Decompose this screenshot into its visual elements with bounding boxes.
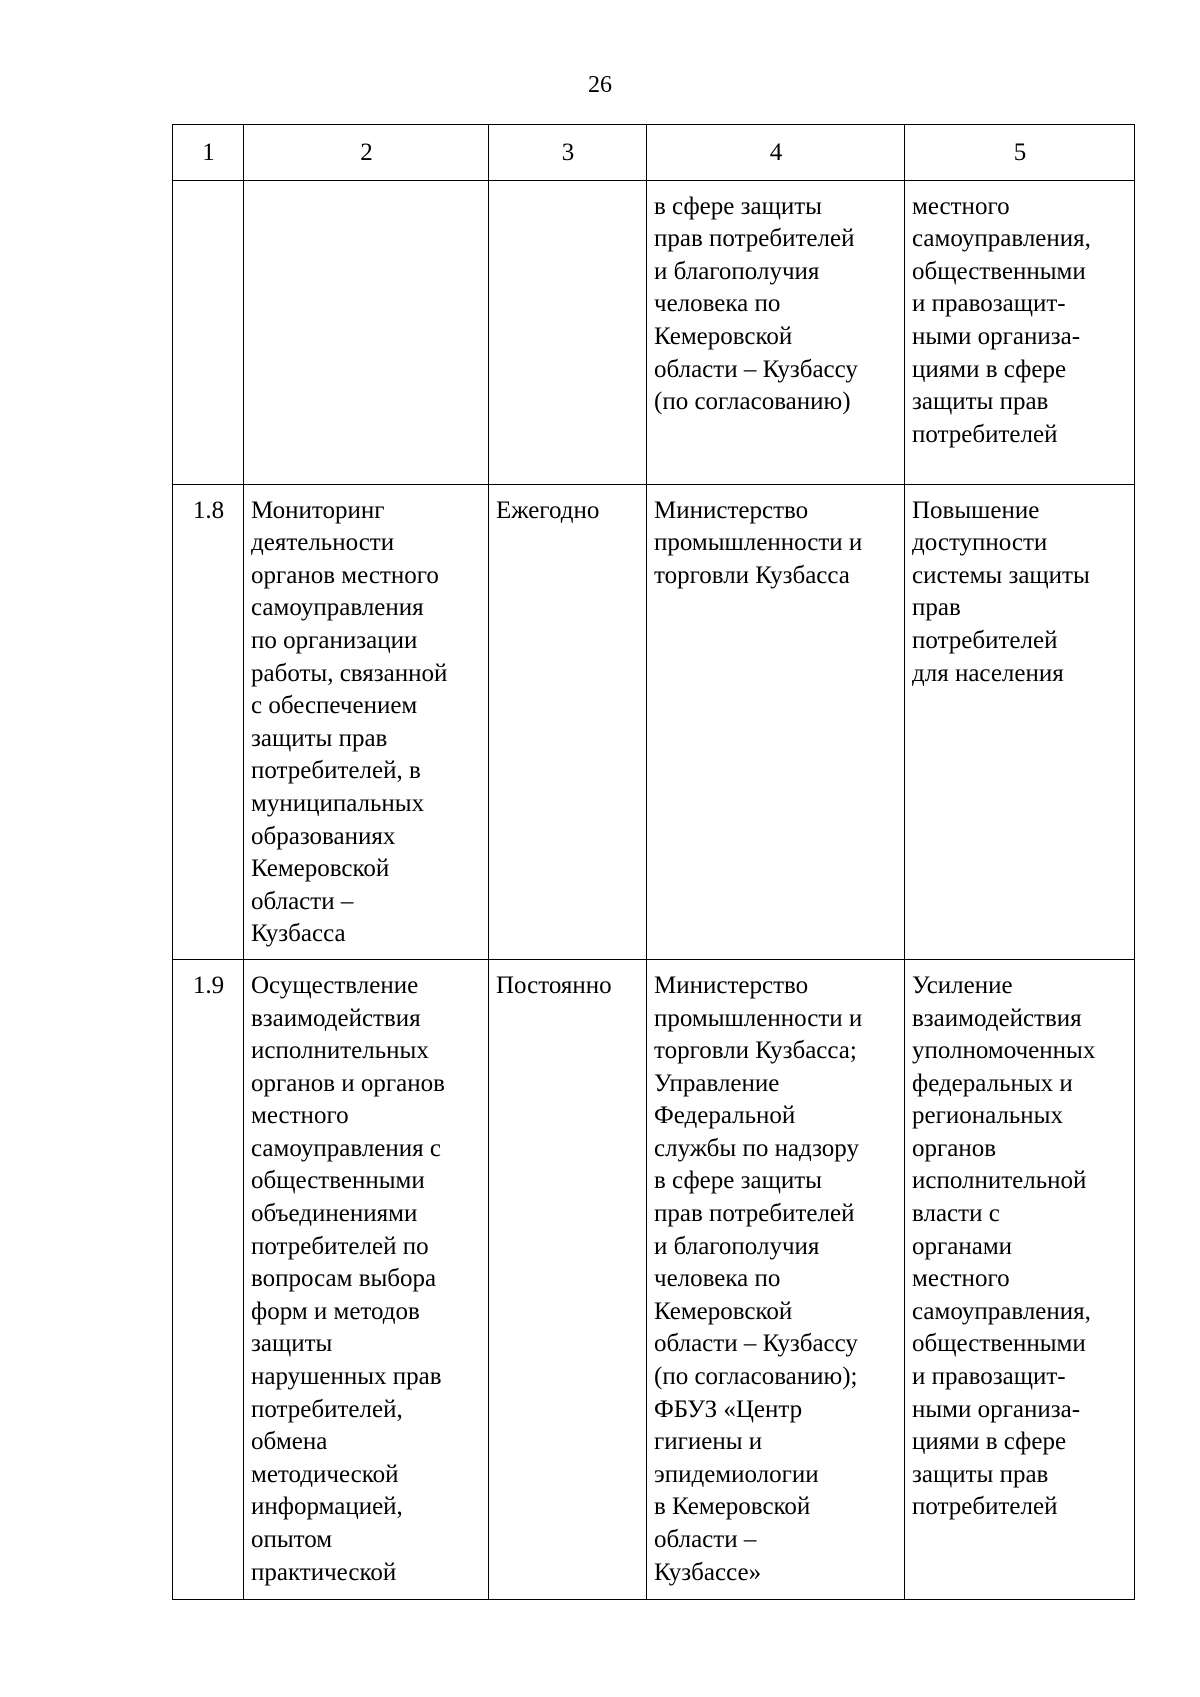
responsible-cell	[647, 180, 905, 484]
result-cell	[905, 959, 1135, 1599]
row-number: 1.9	[192, 971, 225, 999]
column-header-4: 4	[647, 125, 905, 181]
deadline-text: Ежегодно	[496, 496, 600, 524]
deadline-cell	[489, 484, 647, 959]
responsible-cell	[647, 484, 905, 959]
measure-cell	[244, 959, 489, 1599]
deadline-text: Постоянно	[496, 971, 612, 999]
column-header-2: 2	[244, 125, 489, 181]
page-number: 26	[588, 72, 612, 98]
deadline-cell	[489, 959, 647, 1599]
column-header-1: 1	[173, 125, 244, 181]
measure-cell	[244, 484, 489, 959]
measure-text: Мониторинг деятельности органов местного самоуправления по организации работы, связанной с обеспечением защиты прав потребителей, в муниципальных образованиях Кемеровской области – Кузбасса	[251, 496, 448, 948]
measures-table	[172, 124, 1135, 1600]
result-text: местного самоуправления, общественными и правозащит- ными организа- циями в сфере защиты прав потребителей	[912, 192, 1091, 448]
result-text: Повышение доступности системы защиты прав потребителей для населения	[912, 496, 1090, 687]
row-number-cell	[173, 484, 244, 959]
responsible-text: в сфере защиты прав потребителей и благополучия человека по Кемеровской области – Кузбассу (по согласованию)	[654, 192, 858, 416]
measure-cell	[244, 180, 489, 484]
row-number: 1.8	[192, 496, 225, 524]
row-number-cell	[173, 959, 244, 1599]
result-text: Усиление взаимодействия уполномоченных федеральных и региональных органов исполнительной власти с органами местного самоуправления, общественными и правозащит- ными организа- циями в сфере защиты прав потребителей	[912, 971, 1096, 1521]
column-header-3: 3	[489, 125, 647, 181]
result-cell	[905, 484, 1135, 959]
responsible-text: Министерство промышленности и торговли Кузбасса; Управление Федеральной службы по надзору в сфере защиты прав потребителей и благополучия человека по Кемеровской области – Кузбассу (по согласованию); ФБУЗ «Центр гигиены и эпидемиологии в Кемеровской области – Кузбассе»	[654, 971, 863, 1586]
result-cell	[905, 180, 1135, 484]
responsible-cell	[647, 959, 905, 1599]
table-header-row	[173, 125, 1135, 181]
column-header-5: 5	[905, 125, 1135, 181]
table-row	[173, 484, 1135, 959]
measure-text: Осуществление взаимодействия исполнительных органов и органов местного самоуправления с общественными объединениями потребителей по вопросам выбора форм и методов защиты нарушенных прав потребителей, обмена методической информацией, опытом практической	[251, 971, 445, 1586]
table-row	[173, 180, 1135, 484]
table-row	[173, 959, 1135, 1599]
deadline-cell	[489, 180, 647, 484]
responsible-text: Министерство промышленности и торговли Кузбасса	[654, 496, 863, 589]
row-number-cell	[173, 180, 244, 484]
